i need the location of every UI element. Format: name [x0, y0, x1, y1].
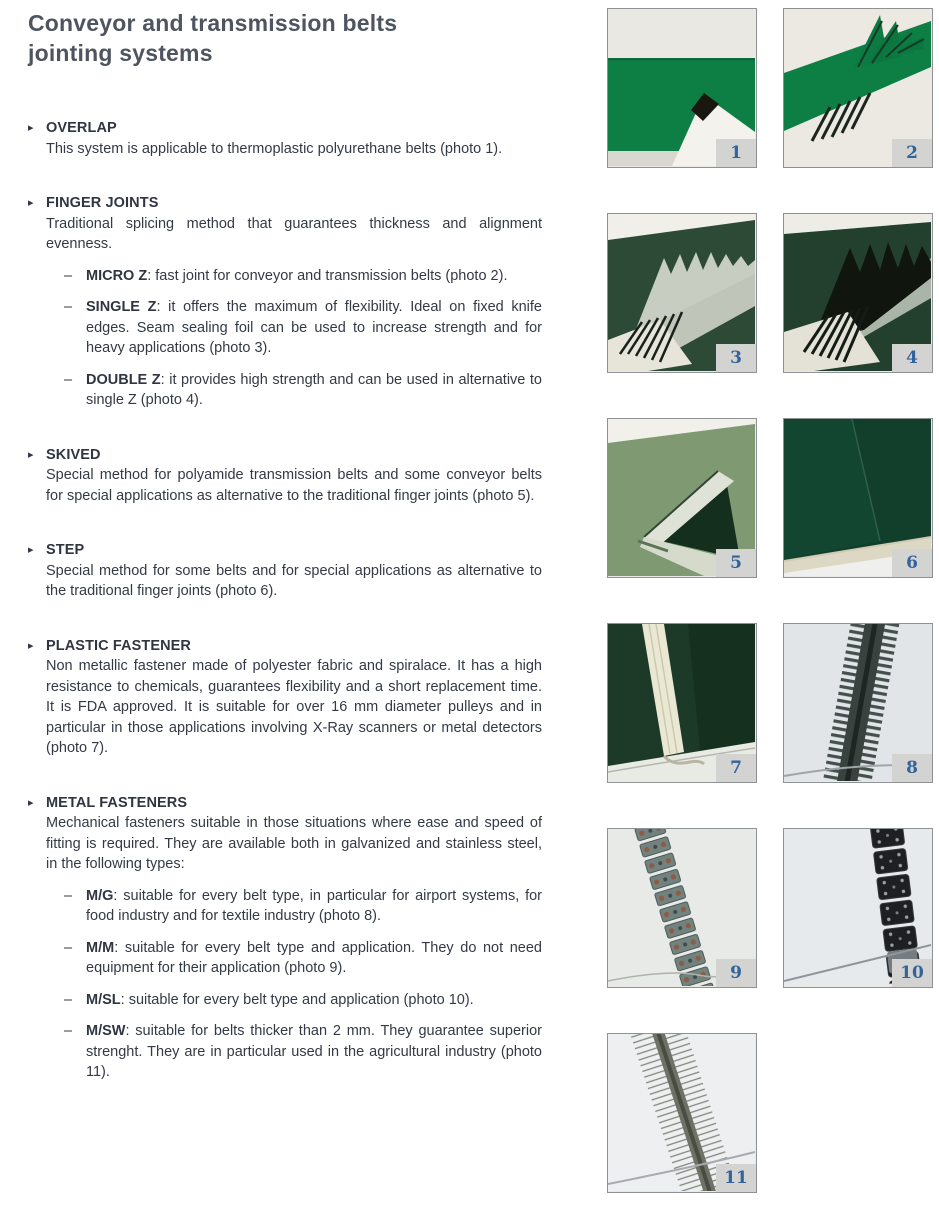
photo-number-badge: 2 — [892, 139, 932, 167]
list-item-double-z — [64, 370, 542, 411]
photo-micro-z — [783, 8, 933, 168]
triangle-bullet-icon: ▸ — [28, 544, 34, 556]
photo-number-badge: 7 — [716, 754, 756, 782]
list-item-text: SINGLE Z: it offers the maximum of flexibility. Ideal on fixed knife edges. Seam sealing foil can be used to increase strength and for heavy applications (photo 3). — [86, 299, 542, 356]
photo-skived — [607, 418, 757, 578]
section-skived — [28, 445, 542, 507]
photo-metal-fastener-mg — [783, 623, 933, 783]
photo-number-badge: 8 — [892, 754, 932, 782]
section-metal-fasteners — [28, 793, 542, 1083]
photo-grid — [607, 8, 934, 1193]
photo-number-badge: 1 — [716, 139, 756, 167]
dash-bullet-icon: – — [64, 371, 73, 388]
dash-bullet-icon: – — [64, 299, 73, 315]
section-overlap — [28, 118, 542, 159]
photo-number-badge: 5 — [716, 549, 756, 577]
photo-number-badge: 10 — [892, 959, 932, 987]
triangle-bullet-icon: ▸ — [28, 796, 34, 809]
triangle-bullet-icon: ▸ — [28, 639, 34, 652]
page-title: Conveyor and transmission belts jointing systems — [28, 10, 398, 66]
section-heading: FINGER JOINTS — [46, 195, 159, 211]
section-body: Mechanical fasteners suitable in those situations where ease and speed of fitting is required. They are available both in galvanized and stainless steel, in the following types: — [46, 815, 542, 872]
list-item-mg — [64, 886, 542, 927]
list-item-text: M/G: suitable for every belt type, in particular for airport systems, for food industry and for textile industry (photo 8). — [86, 887, 542, 924]
list-item-text: MICRO Z: fast joint for conveyor and transmission belts (photo 2). — [86, 267, 508, 284]
photo-double-z — [783, 213, 933, 373]
list-item-text: M/M: suitable for every belt type and application. They do not need equipment for their application (photo 9). — [86, 939, 542, 976]
section-body: Special method for polyamide transmission belts and some conveyor belts for special applications as alternative to the traditional finger joints (photo 5). — [46, 467, 542, 504]
triangle-bullet-icon: ▸ — [28, 122, 34, 134]
list-item-text: M/SL: suitable for every belt type and application (photo 10). — [86, 991, 474, 1008]
list-item-msw — [64, 1021, 542, 1083]
list-item-single-z — [64, 297, 542, 359]
dash-bullet-icon: – — [64, 1023, 73, 1039]
section-body: This system is applicable to thermoplastic polyurethane belts (photo 1). — [46, 140, 503, 157]
list-item-micro-z — [64, 266, 542, 287]
section-plastic-fastener — [28, 636, 542, 759]
photo-metal-fastener-msl — [783, 828, 933, 988]
dash-bullet-icon: – — [64, 267, 73, 284]
photo-overlap — [607, 8, 757, 168]
text-column — [28, 8, 542, 1083]
photo-metal-fastener-mm — [607, 828, 757, 988]
list-item-msl — [64, 990, 542, 1011]
section-heading: STEP — [46, 542, 85, 558]
photo-number-badge: 9 — [716, 959, 756, 987]
photo-number-badge: 6 — [892, 549, 932, 577]
photo-single-z — [607, 213, 757, 373]
section-body: Special method for some belts and for special applications as alternative to the traditional finger joints (photo 6). — [46, 562, 542, 599]
dash-bullet-icon: – — [64, 939, 73, 956]
photo-metal-fastener-msw — [607, 1033, 757, 1193]
dash-bullet-icon: – — [64, 887, 73, 904]
dash-bullet-icon: – — [64, 991, 73, 1008]
section-heading: OVERLAP — [46, 120, 117, 136]
section-heading: METAL FASTENERS — [46, 794, 188, 811]
section-finger-joints — [28, 193, 542, 411]
photo-number-badge: 4 — [892, 344, 932, 372]
list-item-text: M/SW: suitable for belts thicker than 2 mm. They guarantee superior strenght. They are in particular used in the agricultural industry (photo 11). — [86, 1023, 542, 1080]
photo-plastic-fastener — [607, 623, 757, 783]
list-item-mm — [64, 938, 542, 979]
photo-number-badge: 3 — [716, 344, 756, 372]
triangle-bullet-icon: ▸ — [28, 197, 34, 209]
section-heading: PLASTIC FASTENER — [46, 637, 191, 654]
photo-step — [783, 418, 933, 578]
list-item-text: DOUBLE Z: it provides high strength and can be used in alternative to single Z (photo 4). — [86, 371, 542, 408]
photo-number-badge: 11 — [716, 1164, 756, 1192]
section-step — [28, 540, 542, 602]
section-body: Non metallic fastener made of polyester fabric and spiralace. It has a high resistance to chemicals, guarantees flexibility and a short replacement time. It is FDA approved. It is suitable for over 16 mm diameter pulleys and in particular in those applications involving X-Ray scanners or metal detectors (photo 7). — [46, 658, 542, 756]
section-body: Traditional splicing method that guarantees thickness and alignment evenness. — [46, 215, 542, 252]
triangle-bullet-icon: ▸ — [28, 448, 34, 461]
section-heading: SKIVED — [46, 446, 101, 463]
